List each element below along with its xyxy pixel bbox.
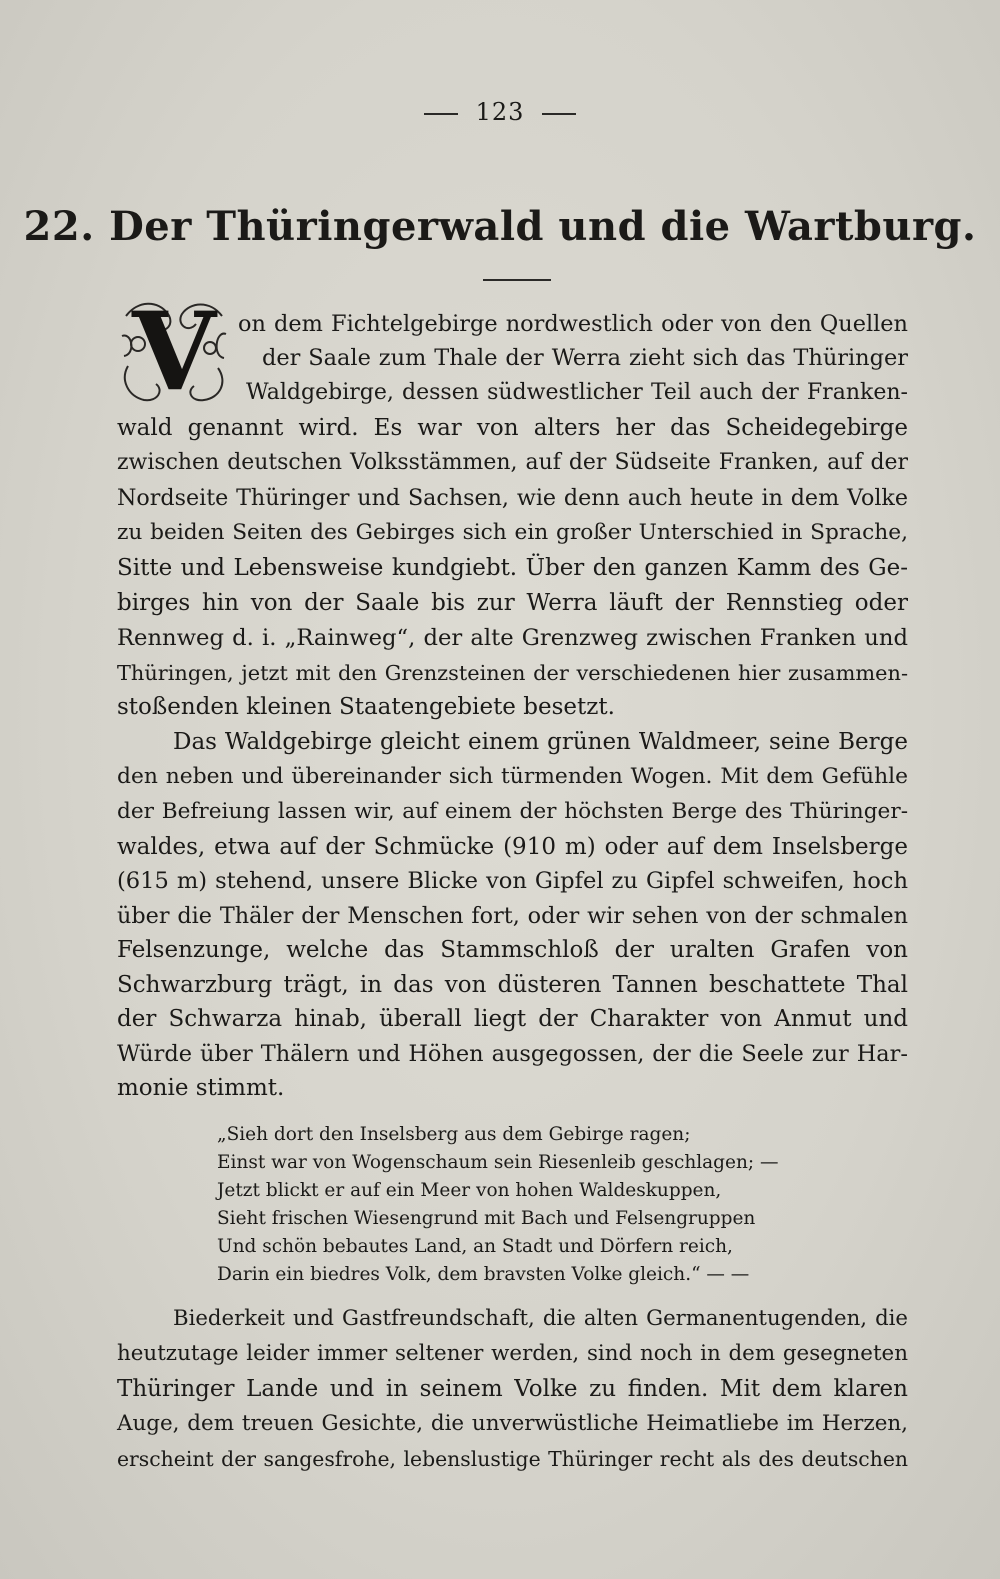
text-line: den neben und übereinander sich türmenden Wogen. Mit dem Gefühle xyxy=(117,764,908,789)
text-line: monie stimmt. xyxy=(117,1075,285,1101)
page-number: 123 xyxy=(475,98,525,126)
text-line: Thüringer Lande und in seinem Volke zu finden. Mit dem klaren xyxy=(117,1376,908,1402)
verse-line: „Sieh dort den Inselsberg aus dem Gebirge ragen; xyxy=(217,1124,691,1145)
text-line: on dem Fichtelgebirge nordwestlich oder von den Quellen xyxy=(238,311,908,337)
text-line: der Schwarza hinab, überall liegt der Charakter von Anmut und xyxy=(117,1006,908,1032)
verse-line: Jetzt blickt er auf ein Meer von hohen Waldeskuppen, xyxy=(217,1180,722,1201)
text-line: Rennweg d. i. „Rainweg“, der alte Grenzweg zwischen Franken und xyxy=(117,625,908,651)
text-line: Würde über Thälern und Höhen ausgegossen, der die Seele zur Har- xyxy=(117,1041,908,1067)
text-line: Waldgebirge, dessen südwestlicher Teil auch der Franken- xyxy=(246,380,908,405)
text-line: Biederkeit und Gastfreundschaft, die alten Germanentugenden, die xyxy=(173,1306,908,1331)
text-line: birges hin von der Saale bis zur Werra läuft der Rennstieg oder xyxy=(117,590,908,616)
ornamental-initial xyxy=(118,289,230,415)
text-line: erscheint der sangesfrohe, lebenslustige Thüringer recht als des deutschen xyxy=(117,1447,908,1471)
text-line: der Saale zum Thale der Werra zieht sich das Thüringer xyxy=(262,345,908,371)
text-line: der Befreiung lassen wir, auf einem der höchsten Berge des Thüringer- xyxy=(117,799,908,824)
text-line: Thüringen, jetzt mit den Grenzsteinen der verschiedenen hier zusammen- xyxy=(117,661,908,685)
text-line: Das Waldgebirge gleicht einem grünen Waldmeer, seine Berge xyxy=(173,729,908,755)
page-number-header xyxy=(0,98,1000,126)
text-line: Felsenzunge, welche das Stammschloß der uralten Grafen von xyxy=(117,937,908,963)
heading-rule xyxy=(483,279,551,281)
text-line: zu beiden Seiten des Gebirges sich ein großer Unterschied in Sprache, xyxy=(117,520,908,545)
chapter-title: Der Thüringerwald und die Wartburg. xyxy=(109,203,977,250)
verse-line: Darin ein biedres Volk, dem bravsten Volke gleich.“ — — xyxy=(217,1264,750,1285)
text-line: stoßenden kleinen Staatengebiete besetzt. xyxy=(117,694,615,720)
text-line: zwischen deutschen Volksstämmen, auf der Südseite Franken, auf der xyxy=(117,450,908,475)
text-line: Nordseite Thüringer und Sachsen, wie denn auch heute in dem Volke xyxy=(117,485,908,511)
text-line: Schwarzburg trägt, in das von düsteren Tannen beschattete Thal xyxy=(117,972,908,998)
dash-right xyxy=(542,113,576,115)
dash-left xyxy=(424,113,458,115)
text-line: Sitte und Lebensweise kundgiebt. Über den ganzen Kamm des Ge- xyxy=(117,555,908,581)
verse-line: Einst war von Wogenschaum sein Riesenleib geschlagen; — xyxy=(217,1152,779,1173)
text-line: wald genannt wird. Es war von alters her das Scheidegebirge xyxy=(117,415,908,441)
text-line: heutzutage leider immer seltener werden, sind noch in dem gesegneten xyxy=(117,1341,908,1366)
chapter-heading xyxy=(0,203,1000,250)
drop-cap-letter: V xyxy=(132,289,216,415)
text-line: (615 m) stehend, unsere Blicke von Gipfel zu Gipfel schweifen, hoch xyxy=(117,868,908,894)
chapter-number: 22. xyxy=(23,203,95,250)
text-line: waldes, etwa auf der Schmücke (910 m) oder auf dem Inselsberge xyxy=(117,834,908,860)
text-line: Auge, dem treuen Gesichte, die unverwüstliche Heimatliebe im Herzen, xyxy=(117,1411,908,1436)
verse-line: Und schön bebautes Land, an Stadt und Dörfern reich, xyxy=(217,1236,733,1257)
verse-line: Sieht frischen Wiesengrund mit Bach und Felsengruppen xyxy=(217,1208,756,1229)
text-line: über die Thäler der Menschen fort, oder wir sehen von der schmalen xyxy=(117,903,908,929)
